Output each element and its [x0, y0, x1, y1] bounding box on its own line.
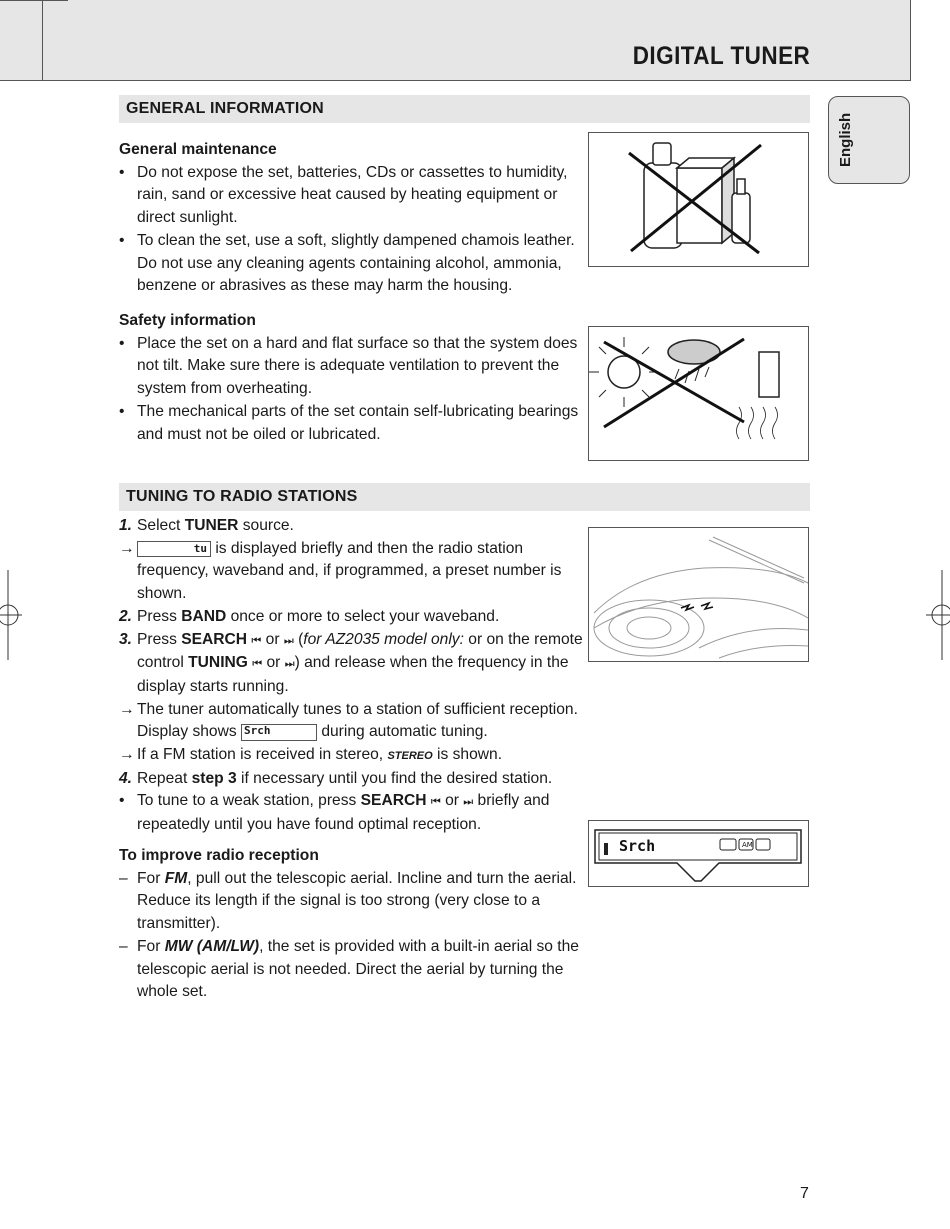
lcd-display-illustration [589, 821, 808, 886]
section-heading-tuning: TUNING TO RADIO STATIONS [119, 483, 810, 511]
language-tab [828, 96, 910, 184]
page-title: DIGITAL TUNER [632, 42, 810, 70]
list-item: – For FM, pull out the telescopic aerial. Incline and turn the aerial. Reduce its length if the signal is too strong (very close to a transmitter). [119, 869, 577, 933]
page-number: 7 [800, 1185, 809, 1202]
crop-mark [0, 0, 68, 1]
list-item: – For MW (AM/LW), the set is provided with a built-in aerial so the telescopic aerial is not needed. Direct the aerial by turning the whole set. [119, 937, 579, 1001]
figure-no-heat-rain [588, 326, 809, 461]
result-arrow: → The tuner automatically tunes to a station of sufficient reception. Display shows Srch during automatic tuning. [119, 700, 578, 741]
next-icon: ⏭ [284, 658, 295, 671]
section-heading-general: GENERAL INFORMATION [119, 95, 810, 123]
tuning-steps-block [119, 515, 584, 837]
lcd-srch-text: Srch [619, 837, 656, 855]
previous-icon: ⏮ [251, 634, 262, 647]
lcd-band-text: AM [742, 841, 753, 849]
step-4: 4. Repeat step 3 if necessary until you find the desired station. [119, 769, 553, 787]
list-item: • Place the set on a hard and flat surface so that the system does not tilt. Make sure there is adequate ventilation to prevent the system from overheating. [119, 334, 578, 398]
list-item: • To clean the set, use a soft, slightly dampened chamois leather. Do not use any cleaning agents containing alcohol, ammonia, benzene or abrasives as these may harm the housing. [119, 231, 575, 295]
display-srch: Srch [241, 724, 317, 741]
language-label: English [837, 112, 854, 167]
improve-reception-block [119, 845, 584, 1004]
step-3: 3. Press SEARCH ⏮ or ⏭ (for AZ2035 model only: or on the remote control TUNING ⏮ or ⏭) and release when the frequency in the display starts running. [119, 630, 583, 695]
subheading-improve-reception: To improve radio reception [119, 847, 319, 864]
list-item: • The mechanical parts of the set contain self-lubricating bearings and must not be oiled or lubricated. [119, 402, 579, 443]
next-icon: ⏭ [463, 796, 474, 809]
step-1: 1. Select TUNER source. [119, 517, 294, 534]
crop-mark [42, 0, 43, 80]
stereo-indicator: STEREO [387, 750, 433, 763]
next-icon: ⏭ [283, 634, 294, 647]
registration-mark-left [0, 570, 24, 660]
header-band [0, 0, 911, 81]
no-chemicals-illustration [589, 133, 808, 266]
list-item: • To tune to a weak station, press SEARCH ⏮ or ⏭ briefly and repeatedly until you have found optimal reception. [119, 792, 550, 834]
radio-set-illustration [589, 528, 808, 661]
display-tu: tu [137, 541, 211, 557]
previous-icon: ⏮ [430, 796, 441, 809]
result-arrow: → tu is displayed briefly and then the radio station frequency, waveband and, if programmed, a preset number is shown. [119, 539, 562, 603]
list-item: • Do not expose the set, batteries, CDs or cassettes to humidity, rain, sand or excessive heat caused by heating equipment or direct sunlight. [119, 163, 568, 227]
step-2: 2. Press BAND once or more to select your waveband. [119, 607, 500, 625]
figure-radio-set [588, 527, 809, 662]
result-arrow: → If a FM station is received in stereo, STEREO is shown. [119, 746, 503, 764]
subheading-safety: Safety information [119, 312, 256, 329]
figure-no-chemicals [588, 132, 809, 267]
figure-display-srch [588, 820, 809, 887]
registration-mark-right [926, 570, 950, 660]
general-maintenance-block [119, 139, 579, 298]
previous-icon: ⏮ [252, 658, 263, 671]
subheading-maintenance: General maintenance [119, 141, 277, 158]
no-heat-rain-illustration [589, 327, 808, 460]
safety-information-block [119, 310, 579, 446]
